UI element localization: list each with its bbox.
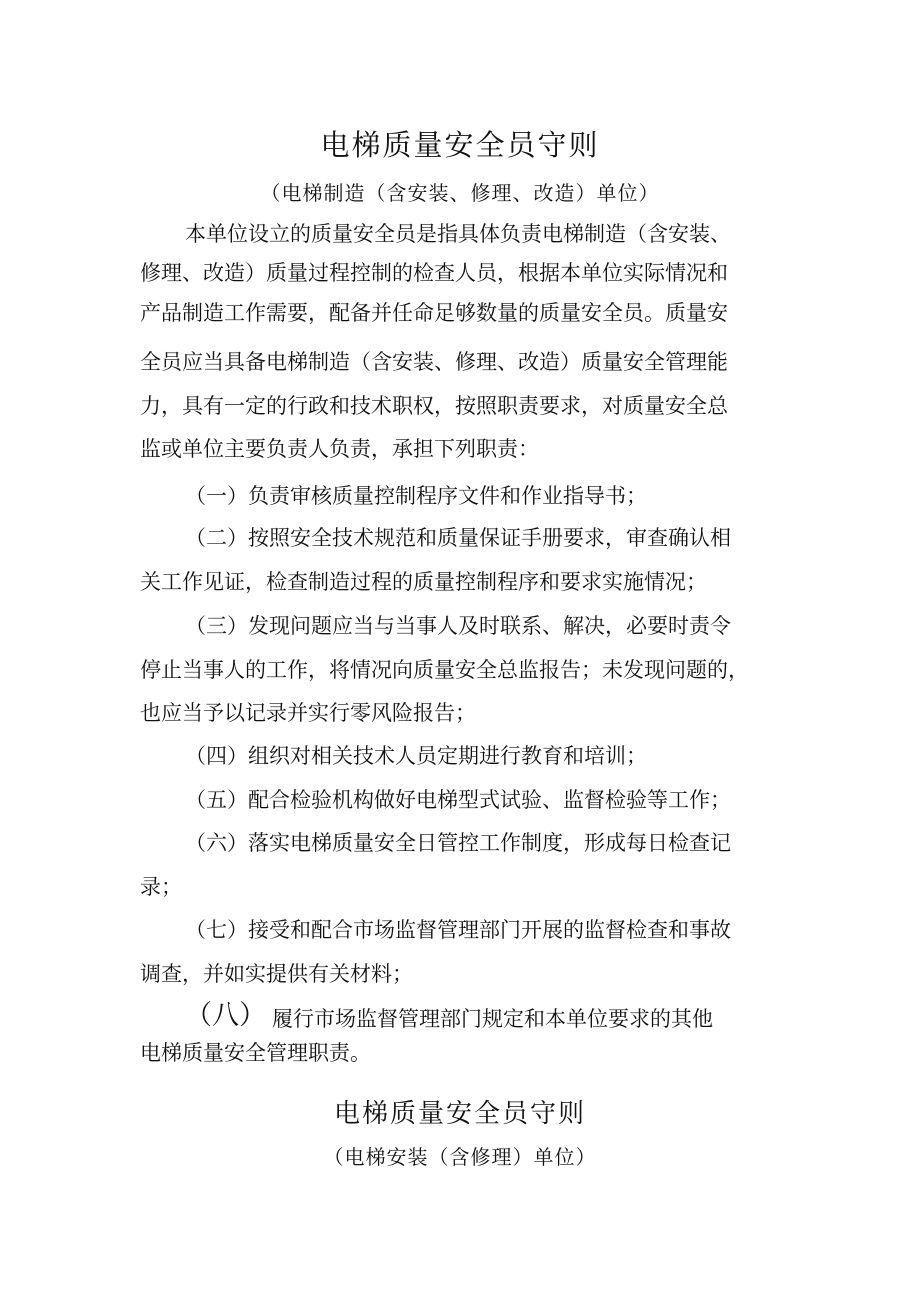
text-line: （三）发现问题应当与当事人及时联系、解决，必要时责令: [185, 614, 731, 638]
section-2-title: 电梯质量安全员守则: [333, 1099, 586, 1129]
text-line: 关工作见证，检查制造过程的质量控制程序和要求实施情况；: [140, 570, 707, 594]
text-line: 本单位设立的质量安全员是指具体负责电梯制造（含安装、: [185, 222, 731, 246]
text-line: 电梯质量安全管理职责。: [140, 1041, 371, 1065]
page-title: 电梯质量安全员守则: [320, 128, 600, 162]
text-line: 也应当予以记录并实行零风险报告；: [140, 701, 476, 725]
text-line: 修理、改造）质量过程控制的检查人员，根据本单位实际情况和: [140, 261, 728, 285]
text-line: 产品制造工作需要，配备并任命足够数量的质量安全员。质量安: [140, 301, 728, 325]
duty-item-1: （一）负责审核质量控制程序文件和作业指导书；: [185, 484, 647, 508]
text-line: （二）按照安全技术规范和质量保证手册要求，审查确认相: [185, 526, 731, 550]
text-line: 全员应当具备电梯制造（含安装、修理、改造）质量安全管理能: [140, 350, 728, 374]
text-line: 停止当事人的工作，将情况向质量安全总监报告；未发现问题的，: [140, 658, 749, 682]
page-subtitle: （电梯制造（含安装、修理、改造）单位）: [260, 181, 660, 205]
text-line: （六）落实电梯质量安全日管控工作制度，形成每日检查记: [185, 831, 731, 855]
duty-item-5: （五）配合检验机构做好电梯型式试验、监督检验等工作；: [185, 788, 731, 812]
text-line: 监或单位主要负责人负责，承担下列职责：: [140, 437, 539, 461]
text-line: 调查，并如实提供有关材料；: [140, 962, 413, 986]
text-line: 力，具有一定的行政和技术职权，按照职责要求，对质量安全总: [140, 394, 728, 418]
duty-item-4: （四）组织对相关技术人员定期进行教育和培训；: [185, 744, 647, 768]
section-2-subtitle: （电梯安装（含修理）单位）: [323, 1145, 597, 1169]
item-label: （八）: [185, 1000, 266, 1031]
text-line: 录；: [140, 875, 182, 899]
text-line: （七）接受和配合市场监督管理部门开展的监督检查和事故: [185, 918, 731, 942]
text-line: 履行市场监督管理部门规定和本单位要求的其他: [272, 1007, 713, 1031]
